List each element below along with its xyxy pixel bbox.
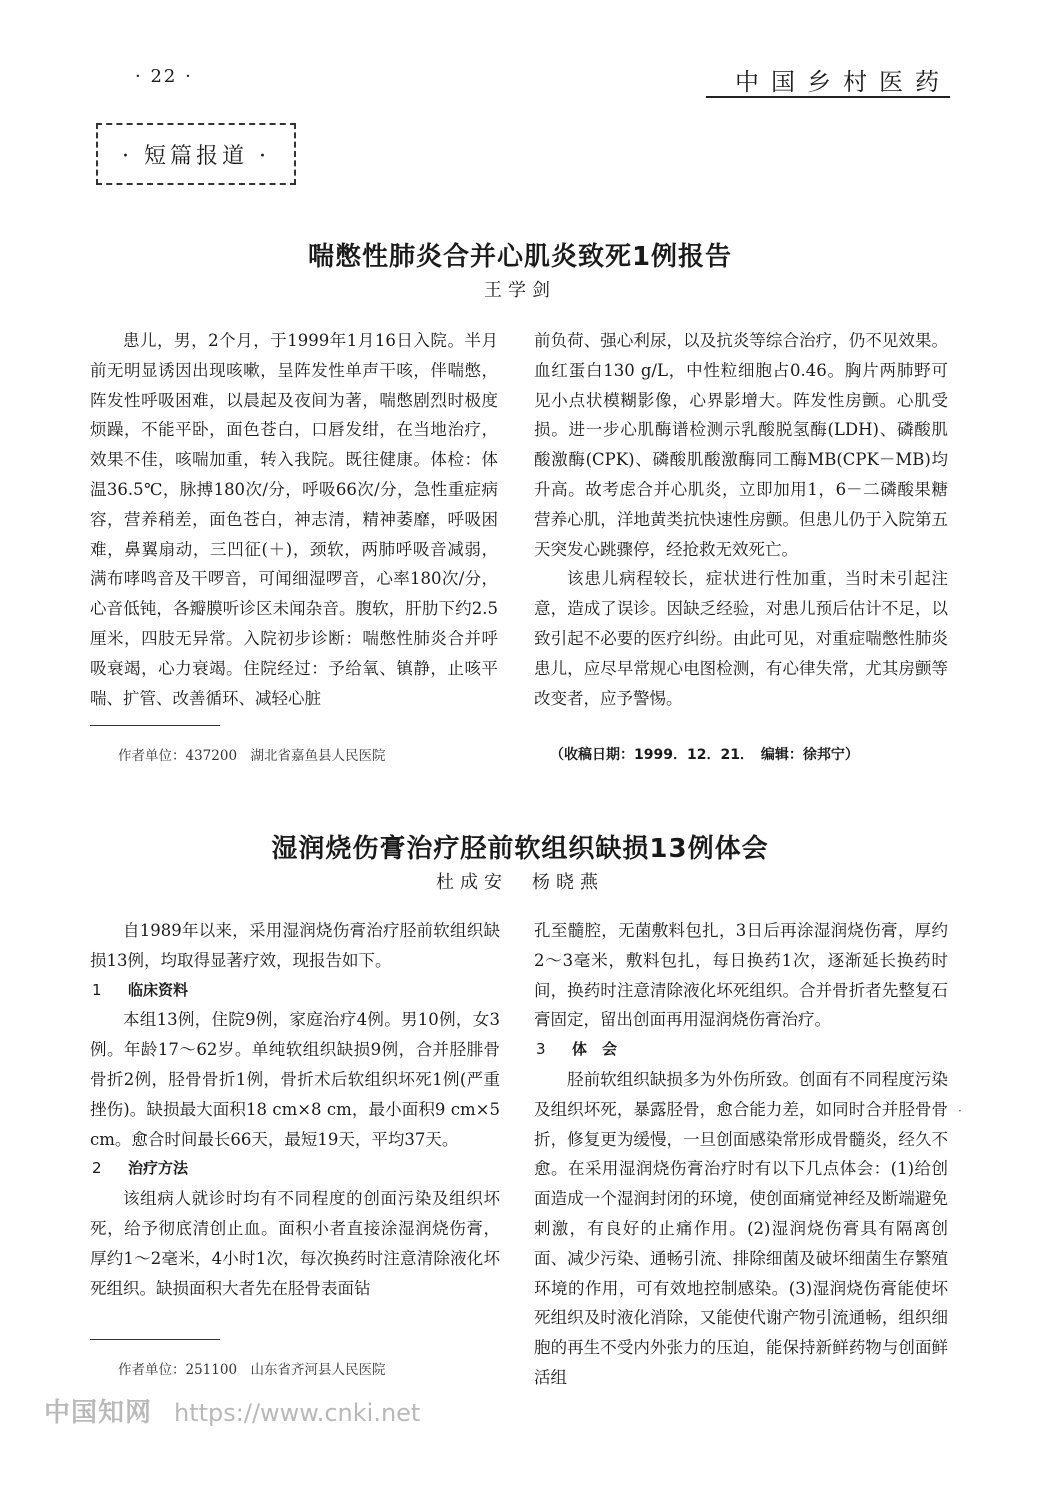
page-number: · 22 ·: [135, 66, 193, 87]
article2-paragraph: 孔至髓腔，无菌敷料包扎，3日后再涂湿润烧伤膏，厚约2～3毫米，敷料包扎，每日换药1次，逐渐延长换药时间，换药时注意清除液化坏死组织。合并骨折者先整复石膏固定，留出创面再用湿润烧伤膏治疗。: [534, 921, 948, 1030]
section-heading: 3 体 会: [536, 1040, 618, 1059]
article1-received: （收稿日期：1999．12．21． 编辑：徐邦宁）: [550, 747, 859, 763]
section-heading: 1 临床资料: [92, 980, 189, 999]
watermark-url: https://www.cnki.net: [174, 1399, 421, 1427]
article1-right-column: [534, 326, 948, 713]
article1-footnote-rule: [90, 725, 220, 726]
section-heading: 2 治疗方法: [92, 1159, 189, 1178]
article1-paragraph: 患儿，男，2个月，于1999年1月16日入院。半月前无明显诱因出现咳嗽，呈阵发性单声干咳，伴喘憋，阵发性呼吸困难，以晨起及夜间为著，喘憋剧烈时极度烦躁，不能平卧，面色苍白，口唇发绀，在当地治疗，效果不佳，咳喘加重，转入我院。既往健康。体检：体温36.5℃，脉搏180次/分，呼吸66次/分，急性重症病容，营养稍差，面色苍白，神志清，精神萎靡，呼吸困难，鼻翼扇动，三凹征(＋)，颈软，两肺呼吸音减弱，满布哮鸣音及干啰音，可闻细湿啰音，心率180次/分，心音低钝，各瓣膜听诊区未闻杂音。腹软，肝肋下约2.5厘米，四肢无异常。入院初步诊断：喘憋性肺炎合并呼吸衰竭，心力衰竭。住院经过：予给氧、镇静，止咳平喘、扩管、改善循环、减轻心脏: [90, 331, 498, 708]
article2-paragraph: 该组病人就诊时均有不同程度的创面污染及组织坏死，给予彻底清创止血。面积小者直接涂湿润烧伤膏，厚约1～2毫米，4小时1次，每次换药时注意清除液化坏死组织。缺损面积大者先在胫骨表面钻: [90, 1189, 500, 1298]
article2-intro: 自1989年以来，采用湿润烧伤膏治疗胫前软组织缺损13例，均取得显著疗效，现报告如下。: [90, 921, 500, 970]
article2-authors: 杜成安 杨晓燕: [436, 872, 604, 893]
article2-right-column: [534, 916, 948, 1393]
article2-left-column: [90, 916, 500, 1303]
article2-title: 湿润烧伤膏治疗胫前软组织缺损13例体会: [271, 834, 769, 864]
margin-mark: ·: [958, 1104, 962, 1118]
cnki-watermark: [44, 1392, 420, 1429]
article1-left-column: [90, 326, 498, 713]
article2-paragraph: 胫前软组织缺损多为外伤所致。创面有不同程度污染及组织坏死，暴露胫骨，愈合能力差，如同时合并胫骨骨折，修复更为缓慢，一旦创面感染常形成骨髓炎，经久不愈。在采用湿润烧伤膏治疗时有以下几点体会：(1)给创面造成一个湿润封闭的环境，使创面痛觉神经及断端避免刺激，有良好的止痛作用。(2)湿润烧伤膏具有隔离创面、减少污染、通畅引流、排除细菌及破坏细菌生存繁殖环境的作用，可有效地控制感染。(3)湿润烧伤膏能使坏死组织及时液化消除，又能使代谢产物引流通畅，组织细胞的再生不受内外张力的压迫，能保持新鲜药物与创面鲜活组: [534, 1069, 948, 1387]
article1-title: 喘憋性肺炎合并心肌炎致死1例报告: [307, 242, 733, 272]
article1-paragraph: 前负荷、强心利尿，以及抗炎等综合治疗，仍不见效果。血红蛋白130 g/L，中性粒细胞占0.46。胸片两肺野可见小点状模糊影像，心界影增大。阵发性房颤。心肌受损。进一步心肌酶谱检测示乳酸脱氢酶(LDH)、磷酸肌酸激酶(CPK)、磷酸肌酸激酶同工酶MB(CPK－MB)均升高。故考虑合并心肌炎，立即加用1，6－二磷酸果糖营养心肌，洋地黄类抗快速性房颤。但患儿仍于入院第五天突发心跳骤停，经抢救无效死亡。: [534, 331, 948, 559]
journal-name: 中国乡村医药: [735, 68, 951, 96]
article2-paragraph: 本组13例，住院9例，家庭治疗4例。男10例，女3例。年龄17～62岁。单纯软组织缺损9例，合并胫腓骨骨折2例，胫骨骨折1例，骨折术后软组织坏死1例(严重挫伤)。缺损最大面积18 cm×8 cm，最小面积9 cm×5 cm。愈合时间最长66天，最短19天，平均37天。: [90, 1010, 500, 1149]
section-label-box: [96, 123, 296, 185]
section-label: · 短篇报道 ·: [122, 143, 270, 169]
article2-author-unit: 作者单位：251100 山东省齐河县人民医院: [118, 1362, 386, 1378]
article2-footnote-rule: [90, 1339, 220, 1340]
article1-paragraph: 该患儿病程较长，症状进行性加重，当时未引起注意，造成了误诊。因缺乏经验，对患儿预后估计不足，以致引起不必要的医疗纠纷。由此可见，对重症喘憋性肺炎患儿，应尽早常规心电图检测，有心律失常，尤其房颤等改变者，应予警惕。: [534, 569, 948, 708]
watermark-site-name: 中国知网: [44, 1398, 153, 1428]
journal-underline: [706, 96, 950, 98]
article1-author-unit: 作者单位：437200 湖北省嘉鱼县人民医院: [118, 748, 386, 764]
article1-author: 王学剑: [484, 280, 556, 301]
